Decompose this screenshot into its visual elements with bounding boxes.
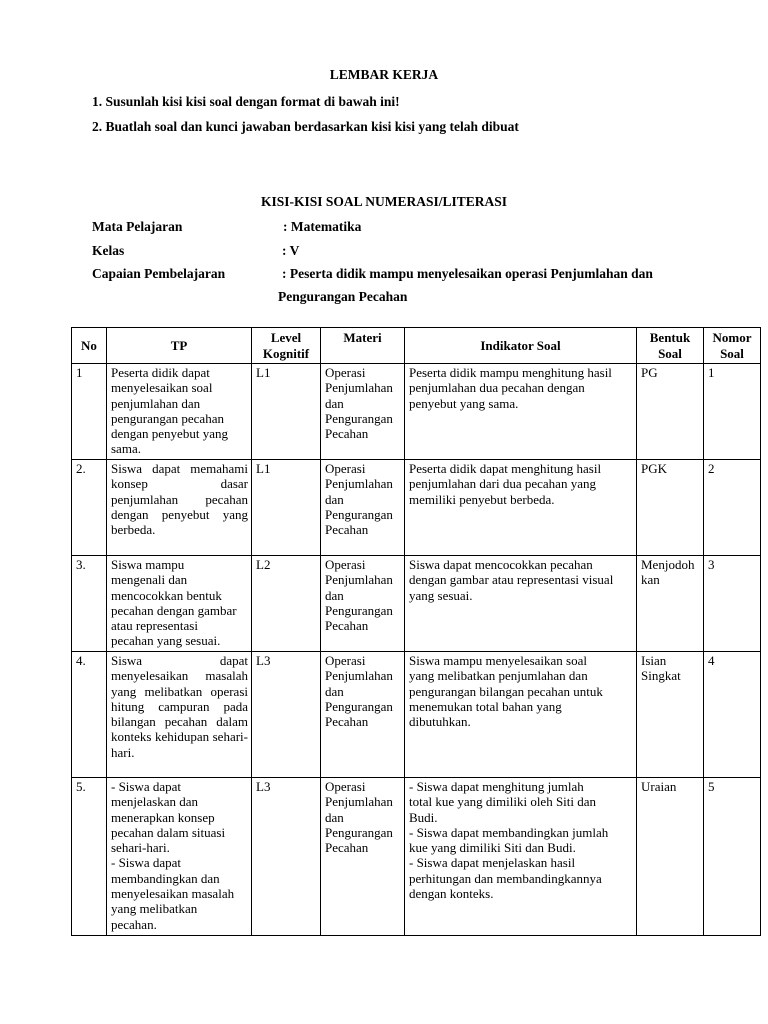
cell-indikator: Peserta didik dapat menghitung hasil penjumlahan dari dua pecahan yang memiliki penyebut berbeda.: [405, 460, 637, 556]
table-row: [72, 556, 761, 652]
header-no: No: [72, 328, 107, 364]
cell-level: L1: [252, 460, 321, 556]
header-materi: Materi: [321, 328, 405, 364]
grid-title: KISI-KISI SOAL NUMERASI/LITERASI: [260, 194, 508, 209]
table-row: [72, 652, 761, 778]
cell-level: L3: [252, 778, 321, 936]
cell-indikator: - Siswa dapat menghitung jumlah total kue yang dimiliki oleh Siti dan Budi. - Siswa dapat membandingkan jumlah kue yang dimiliki Siti dan Budi. - Siswa dapat menjelaskan hasil perhitungan dan membandingkannya dengan konteks.: [405, 778, 637, 936]
grid-table: [71, 327, 761, 936]
cell-bentuk: Isian Singkat: [637, 652, 704, 778]
cell-bentuk: Menjodoh kan: [637, 556, 704, 652]
cell-bentuk: Uraian: [637, 778, 704, 936]
header-nomor: Nomor Soal: [704, 328, 761, 364]
worksheet-title: LEMBAR KERJA: [329, 67, 439, 82]
class-label: Kelas: [92, 243, 125, 258]
cell-level: L3: [252, 652, 321, 778]
cell-tp: Siswa dapat menyelesaikan masalah yang melibatkan operasi hitung campuran pada bilangan pecahan dalam konteks kehidupan sehari-hari.: [107, 652, 252, 778]
table-row: [72, 364, 761, 460]
cell-no: 2.: [72, 460, 107, 556]
header-bentuk: Bentuk Soal: [637, 328, 704, 364]
cell-bentuk: PG: [637, 364, 704, 460]
table-row: [72, 460, 761, 556]
header-tp: TP: [107, 328, 252, 364]
header-level: Level Kognitif: [252, 328, 321, 364]
cell-nomor: 1: [704, 364, 761, 460]
cell-bentuk: PGK: [637, 460, 704, 556]
cell-no: 1: [72, 364, 107, 460]
outcome-label: Capaian Pembelajaran: [92, 266, 226, 281]
cell-no: 4.: [72, 652, 107, 778]
cell-materi: Operasi Penjumlahan dan Pengurangan Pecahan: [321, 652, 405, 778]
header-indikator: Indikator Soal: [405, 328, 637, 364]
instruction-1: 1. Susunlah kisi kisi soal dengan format di bawah ini!: [92, 94, 400, 109]
subject-label: Mata Pelajaran: [92, 219, 183, 234]
cell-indikator: Siswa dapat mencocokkan pecahan dengan gambar atau representasi visual yang sesuai.: [405, 556, 637, 652]
instruction-2: 2. Buatlah soal dan kunci jawaban berdasarkan kisi kisi yang telah dibuat: [92, 119, 519, 134]
cell-indikator: Siswa mampu menyelesaikan soal yang melibatkan penjumlahan dan pengurangan bilangan pecahan untuk menemukan total bahan yang dibutuhkan.: [405, 652, 637, 778]
cell-no: 3.: [72, 556, 107, 652]
cell-materi: Operasi Penjumlahan dan Pengurangan Pecahan: [321, 460, 405, 556]
cell-tp: Peserta didik dapat menyelesaikan soal penjumlahan dan pengurangan pecahan dengan penyebut yang sama.: [107, 364, 252, 460]
cell-nomor: 3: [704, 556, 761, 652]
outcome-value-line1: : Peserta didik mampu menyelesaikan operasi Penjumlahan dan: [282, 266, 653, 281]
cell-level: L2: [252, 556, 321, 652]
class-value: : V: [282, 243, 300, 258]
cell-materi: Operasi Penjumlahan dan Pengurangan Pecahan: [321, 364, 405, 460]
table-header-row: [72, 328, 761, 364]
table-row: [72, 778, 761, 936]
cell-nomor: 2: [704, 460, 761, 556]
cell-materi: Operasi Penjumlahan dan Pengurangan Pecahan: [321, 556, 405, 652]
cell-nomor: 4: [704, 652, 761, 778]
cell-tp: Siswa dapat memahami konsep dasar penjumlahan pecahan dengan penyebut yang berbeda.: [107, 460, 252, 556]
outcome-value-line2: Pengurangan Pecahan: [278, 289, 408, 304]
cell-nomor: 5: [704, 778, 761, 936]
cell-tp: - Siswa dapat menjelaskan dan menerapkan konsep pecahan dalam situasi sehari-hari. - Siswa dapat membandingkan dan menyelesaikan masalah yang melibatkan pecahan.: [107, 778, 252, 936]
cell-tp: Siswa mampu mengenali dan mencocokkan bentuk pecahan dengan gambar atau representasi pecahan yang sesuai.: [107, 556, 252, 652]
cell-level: L1: [252, 364, 321, 460]
cell-no: 5.: [72, 778, 107, 936]
subject-value: : Matematika: [283, 219, 362, 234]
cell-materi: Operasi Penjumlahan dan Pengurangan Pecahan: [321, 778, 405, 936]
cell-indikator: Peserta didik mampu menghitung hasil penjumlahan dua pecahan dengan penyebut yang sama.: [405, 364, 637, 460]
